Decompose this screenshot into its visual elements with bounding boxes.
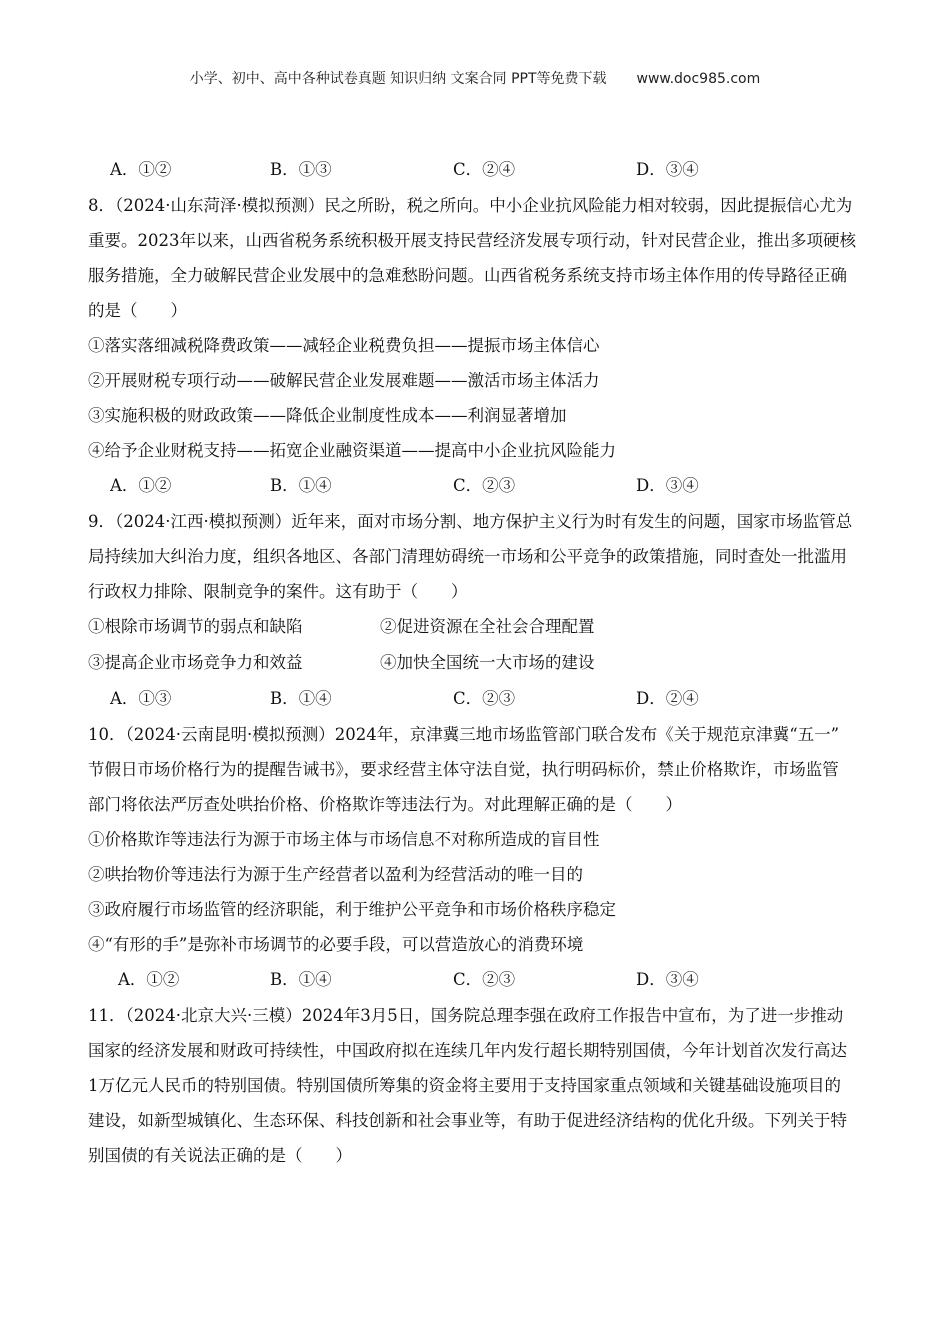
q10-statement-4: ④“有形的手”是弥补市场调节的必要手段，可以营造放心的消费环境 [88, 935, 584, 954]
q10-option-a[interactable]: A．①② [118, 970, 180, 989]
q8-statement-3: ③实施积极的财政政策——降低企业制度性成本——利润显著增加 [88, 406, 567, 425]
q9-option-a[interactable]: A．①③ [110, 689, 172, 708]
q7-option-a[interactable]: A．①② [110, 160, 172, 179]
q8-statement-4: ④给予企业财税支持——拓宽企业融资渠道——提高中小企业抗风险能力 [88, 441, 616, 460]
q9-stem-line: 局持续加大纠治力度，组织各地区、各部门清理妨碍统一市场和公平竞争的政策措施，同时查处一批滥用 [88, 547, 847, 566]
q9-option-b[interactable]: B．①④ [270, 689, 332, 708]
q9-options [88, 681, 863, 717]
q8-options [88, 468, 863, 504]
q11-stem-line: 建设，如新型城镇化、生态环保、科技创新和社会事业等，有助于促进经济结构的优化升级。下列关于特 [88, 1111, 847, 1130]
q9-stem-line: 9．（2024·江西·模拟预测）近年来，面对市场分割、地方保护主义行为时有发生的问题，国家市场监管总 [88, 512, 853, 531]
header-site-link[interactable]: www.doc985.com [636, 71, 761, 87]
q8-stem-line: 的是（ ） [88, 301, 187, 320]
q7-option-b[interactable]: B．①③ [270, 160, 332, 179]
q8-stem-line: 8．（2024·山东菏泽·模拟预测）民之所盼，税之所向。中小企业抗风险能力相对较弱，因此提振信心尤为 [88, 196, 853, 215]
q10-stem-line: 部门将依法严厉查处哄抬价格、价格欺诈等违法行为。对此理解正确的是（ ） [88, 795, 682, 814]
q8-stem-line: 服务措施，全力破解民营企业发展中的急难愁盼问题。山西省税务系统支持市场主体作用的传导路径正确 [88, 266, 847, 285]
question-8 [88, 188, 863, 504]
q9-statement-1: ①根除市场调节的弱点和缺陷 [88, 617, 303, 636]
q10-statement-3: ③政府履行市场监管的经济职能，利于维护公平竞争和市场价格秩序稳定 [88, 900, 616, 919]
q8-option-c[interactable]: C．②③ [453, 476, 516, 495]
q10-statement-1: ①价格欺诈等违法行为源于市场主体与市场信息不对称所造成的盲目性 [88, 830, 600, 849]
q7-options [88, 152, 863, 188]
q11-stem-line: 11．（2024·北京大兴·三模）2024年3月5日，国务院总理李强在政府工作报告中宣布，为了进一步推动 [88, 1006, 844, 1025]
question-11 [88, 998, 863, 1173]
page-header [0, 68, 950, 88]
q8-statement-1: ①落实落细减税降费政策——减轻企业税费负担——提振市场主体信心 [88, 336, 600, 355]
q8-stem-line: 重要。2023年以来，山西省税务系统积极开展支持民营经济发展专项行动，针对民营企业，推出多项硬核 [88, 231, 856, 250]
q10-options [88, 962, 863, 998]
q8-option-a[interactable]: A．①② [110, 476, 172, 495]
q10-stem-line: 10．（2024·云南昆明·模拟预测）2024年，京津冀三地市场监管部门联合发布《关于规范京津冀“五一” [88, 725, 840, 744]
q9-option-c[interactable]: C．②③ [453, 689, 516, 708]
q10-stem-line: 节假日市场价格行为的提醒告诫书》，要求经营主体守法自觉，执行明码标价，禁止价格欺诈，市场监管 [88, 760, 839, 779]
q11-stem-line: 别国债的有关说法正确的是（ ） [88, 1146, 352, 1165]
q9-statement-4: ④加快全国统一大市场的建设 [380, 653, 595, 672]
header-text: 小学、初中、高中各种试卷真题 知识归纳 文案合同 PPT等免费下载 [189, 71, 607, 87]
q8-option-d[interactable]: D．③④ [636, 476, 699, 495]
q9-statement-2: ②促进资源在全社会合理配置 [380, 617, 595, 636]
q8-option-b[interactable]: B．①④ [270, 476, 332, 495]
q7-option-c[interactable]: C．②④ [453, 160, 516, 179]
q9-option-d[interactable]: D．②④ [636, 689, 699, 708]
q9-statement-3: ③提高企业市场竞争力和效益 [88, 653, 303, 672]
q11-stem-line: 1万亿元人民币的特别国债。特别国债所筹集的资金将主要用于支持国家重点领域和关键基础设施项目的 [88, 1076, 841, 1095]
q7-option-d[interactable]: D．③④ [636, 160, 699, 179]
q10-option-b[interactable]: B．①④ [270, 970, 332, 989]
question-9 [88, 504, 863, 717]
question-10 [88, 717, 863, 998]
q9-statements-row [88, 645, 863, 681]
q9-stem-line: 行政权力排除、限制竞争的案件。这有助于（ ） [88, 582, 468, 601]
q10-option-d[interactable]: D．③④ [636, 970, 699, 989]
q9-statements-row [88, 609, 863, 645]
q11-stem-line: 国家的经济发展和财政可持续性，中国政府拟在连续几年内发行超长期特别国债，今年计划首次发行高达 [88, 1041, 847, 1060]
q10-statement-2: ②哄抬物价等违法行为源于生产经营者以盈利为经营活动的唯一目的 [88, 865, 583, 884]
q8-statement-2: ②开展财税专项行动——破解民营企业发展难题——激活市场主体活力 [88, 371, 600, 390]
q10-option-c[interactable]: C．②③ [453, 970, 516, 989]
exam-content [88, 152, 863, 1173]
